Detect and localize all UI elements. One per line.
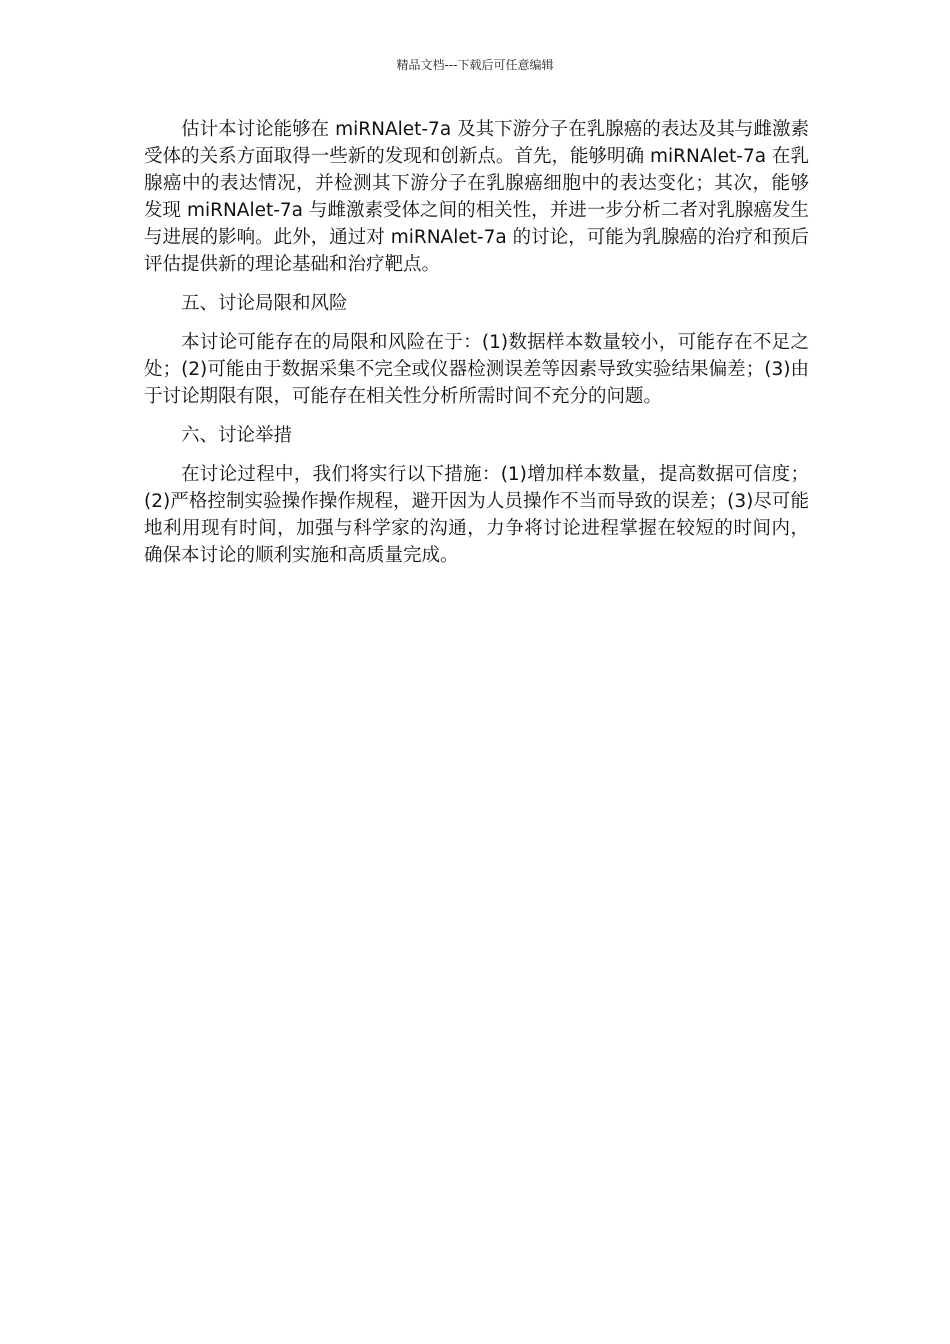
document-body bbox=[144, 116, 809, 581]
paragraph-measures: 在讨论过程中，我们将实行以下措施：(1)增加样本数量，提高数据可信度；(2)严格控制实验操作操作规程，避开因为人员操作不当而导致的误差；(3)尽可能地利用现有时间，加强与科学家的沟通，力争将讨论进程掌握在较短的时间内，确保本讨论的顺利实施和高质量完成。 bbox=[144, 464, 809, 566]
section-heading-limitations: 五、讨论局限和风险 bbox=[181, 293, 348, 314]
page-header: 精品文档---下载后可任意编辑 bbox=[396, 58, 554, 72]
paragraph-limitations: 本讨论可能存在的局限和风险在于：(1)数据样本数量较小，可能存在不足之处；(2)可能由于数据采集不完全或仪器检测误差等因素导致实验结果偏差；(3)由于讨论期限有限，可能存在相关性分析所需时间不充分的问题。 bbox=[144, 332, 809, 407]
section-heading-measures: 六、讨论举措 bbox=[181, 425, 293, 446]
paragraph-expected-findings: 估计本讨论能够在 miRNAlet-7a 及其下游分子在乳腺癌的表达及其与雌激素受体的关系方面取得一些新的发现和创新点。首先，能够明确 miRNAlet-7a 在乳腺癌中的表达情况，并检测其下游分子在乳腺癌细胞中的表达变化；其次，能够发现 miRNAlet-7a 与雌激素受体之间的相关性，并进一步分析二者对乳腺癌发生与进展的影响。此外，通过对 miRNAlet-7a 的讨论，可能为乳腺癌的治疗和预后评估提供新的理论基础和治疗靶点。 bbox=[144, 119, 809, 275]
